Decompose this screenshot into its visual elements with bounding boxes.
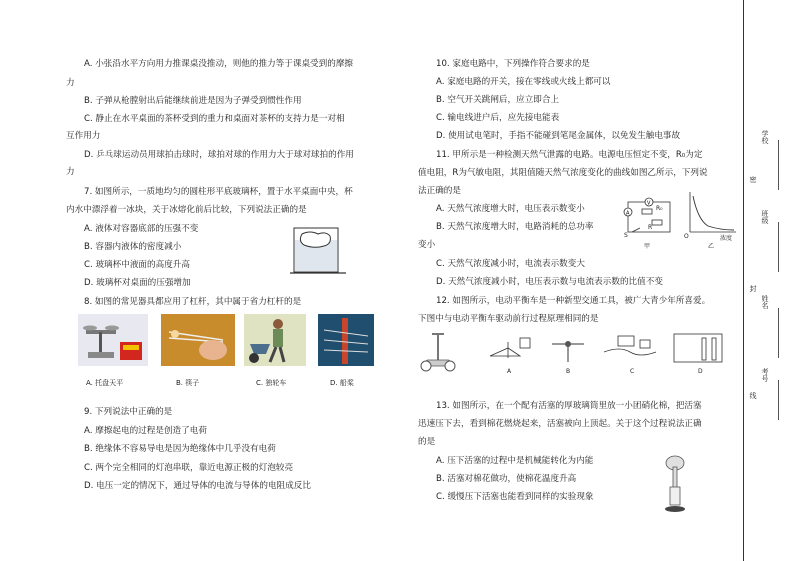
sidebar-secret-char: 密 bbox=[749, 176, 757, 183]
sidebar-underline-1 bbox=[778, 140, 779, 190]
label-origin: O bbox=[684, 233, 689, 240]
q7-option-c: C. 玻璃杯中液面的高度升高 bbox=[84, 260, 190, 270]
q8-caption-a: A. 托盘天平 bbox=[86, 379, 124, 387]
q13-option-c: C. 缓慢压下活塞也能看到同样的实验现象 bbox=[436, 492, 594, 502]
q9-option-c: C. 两个完全相同的灯泡串联，靠近电源正极的灯泡较亮 bbox=[84, 463, 294, 473]
q9-stem: 9. 下列说法中正确的是 bbox=[84, 407, 173, 417]
q10-stem: 10. 家庭电路中，下列操作符合要求的是 bbox=[436, 59, 590, 69]
q8-stem: 8. 如图的常见器具都应用了杠杆，其中属于省力杠杆的是 bbox=[84, 297, 302, 307]
sidebar-seal-char: 封 bbox=[749, 285, 757, 292]
q11-option-d: D. 天然气浓度减小时，电压表示数与电流表示数的比值不变 bbox=[436, 277, 663, 287]
wheelbarrow-image bbox=[244, 314, 306, 366]
label-concentration: 浓度 bbox=[720, 235, 733, 242]
sidebar-school: 学校 bbox=[761, 130, 769, 144]
sidebar-line-char: 线 bbox=[749, 392, 757, 399]
q13-option-a: A. 压下活塞的过程中是机械能转化为内能 bbox=[436, 456, 594, 466]
label-r: R bbox=[648, 224, 653, 231]
q13-stem: 13. 如图所示，在一个配有活塞的厚玻璃筒里放一小团硝化棉，把活塞 bbox=[436, 401, 702, 411]
q7-option-b: B. 容器内液体的密度减小 bbox=[84, 242, 182, 252]
q9-option-b: B. 绝缘体不容易导电是因为绝缘体中几乎没有电荷 bbox=[84, 444, 276, 454]
q6-option-c-cont: 互作用力 bbox=[66, 131, 101, 141]
q7-stem: 7. 如图所示，一质地均匀的圆柱形平底玻璃杯，置于水平桌面中央，杯 bbox=[84, 187, 353, 197]
option-d-figure bbox=[672, 330, 724, 366]
q12-stem: 12. 如图所示，电动平衡车是一种新型交通工具，被广大青少年所喜爱。 bbox=[436, 296, 711, 306]
q11-stem-cont2: 法正确的是 bbox=[418, 186, 461, 196]
q11-stem: 11. 甲所示是一种检测天然气泄露的电路。电源电压恒定不变，R₀为定 bbox=[436, 150, 703, 160]
sidebar-id: 考号 bbox=[761, 368, 769, 382]
q6-option-b: B. 子弹从枪膛射出后能继续前进是因为子弹受到惯性作用 bbox=[84, 96, 302, 106]
q12-label-a: A bbox=[507, 368, 512, 375]
sidebar-underline-3 bbox=[778, 308, 779, 358]
q6-option-a-cont: 力 bbox=[66, 78, 75, 88]
label-r0: R₀ bbox=[656, 205, 663, 212]
svg-text:A: A bbox=[626, 210, 630, 217]
q6-option-d: D. 乒乓球运动员用球拍击球时，球拍对球的作用力大于球对球拍的作用 bbox=[84, 150, 354, 160]
sidebar-underline-2 bbox=[778, 222, 779, 272]
q8-caption-c: C. 独轮车 bbox=[256, 379, 287, 387]
option-b-figure bbox=[548, 332, 588, 366]
q11-option-a: A. 天然气浓度增大时，电压表示数变小 bbox=[436, 204, 585, 214]
chopsticks-image bbox=[161, 314, 235, 366]
q9-option-d: D. 电压一定的情况下，通过导体的电流与导体的电阻成反比 bbox=[84, 481, 311, 491]
sidebar-name: 姓名 bbox=[761, 295, 769, 309]
sidebar-class: 班级 bbox=[761, 210, 769, 224]
sidebar-underline-4 bbox=[778, 380, 779, 420]
q13-stem-cont2: 的是 bbox=[418, 437, 436, 447]
q11-stem-cont: 值电阻，R为气敏电阻，其阻值随天然气浓度变化的曲线如图乙所示，下列说 bbox=[418, 168, 708, 178]
q8-caption-d: D. 船桨 bbox=[330, 379, 354, 387]
q10-option-b: B. 空气开关跳闸后，应立即合上 bbox=[436, 95, 560, 105]
balance-image bbox=[78, 314, 148, 366]
q10-option-c: C. 输电线进户后，应先接电能表 bbox=[436, 113, 560, 123]
balance-scooter-image bbox=[418, 330, 458, 374]
q6-option-a: A. 小张沿水平方向用力推课桌没推动，则他的推力等于课桌受到的摩擦 bbox=[84, 59, 354, 69]
q10-option-a: A. 家庭电路的开关，接在零线或火线上都可以 bbox=[436, 77, 611, 87]
q6-option-d-cont: 力 bbox=[66, 167, 75, 177]
q12-label-c: C bbox=[630, 368, 635, 375]
q10-option-d: D. 使用试电笔时，手指不能碰到笔尾金属体，以免发生触电事故 bbox=[436, 131, 681, 141]
beaker-figure bbox=[290, 222, 346, 276]
oars-image bbox=[318, 314, 374, 366]
piston-cylinder-figure bbox=[660, 453, 690, 517]
q11-option-b-cont: 变小 bbox=[418, 240, 436, 250]
q12-stem-cont: 下图中与电动平衡车驱动前行过程原理相同的是 bbox=[418, 314, 599, 324]
q8-caption-b: B. 筷子 bbox=[176, 379, 200, 387]
binding-line bbox=[743, 0, 744, 561]
q13-stem-cont: 迅速压下去，看到棉花燃烧起来，活塞被向上顶起。关于这个过程说法正确 bbox=[418, 419, 702, 429]
svg-text:V: V bbox=[647, 200, 651, 207]
label-yi: 乙 bbox=[708, 243, 715, 250]
q7-option-d: D. 玻璃杯对桌面的压强增加 bbox=[84, 278, 191, 288]
q13-option-b: B. 活塞对棉花做功，使棉花温度升高 bbox=[436, 474, 577, 484]
q12-label-b: B bbox=[566, 368, 571, 375]
q11-option-b: B. 天然气浓度增大时，电路消耗的总功率 bbox=[436, 222, 594, 232]
label-s: S bbox=[624, 232, 628, 239]
option-c-figure bbox=[600, 332, 660, 366]
q7-stem-cont: 内水中漂浮着一冰块，关于冰熔化前后比较，下列说法正确的是 bbox=[66, 205, 307, 215]
q6-option-c: C. 静止在水平桌面的茶杯受到的重力和桌面对茶杯的支持力是一对相 bbox=[84, 114, 345, 124]
label-jia: 甲 bbox=[644, 243, 651, 250]
q7-option-a: A. 液体对容器底部的压强不变 bbox=[84, 224, 199, 234]
option-a-figure bbox=[486, 334, 540, 364]
q11-option-c: C. 天然气浓度减小时，电流表示数变大 bbox=[436, 259, 585, 269]
gas-sensor-circuit bbox=[620, 192, 676, 244]
q12-label-d: D bbox=[698, 368, 703, 375]
q9-option-a: A. 摩擦起电的过程是创造了电荷 bbox=[84, 426, 207, 436]
